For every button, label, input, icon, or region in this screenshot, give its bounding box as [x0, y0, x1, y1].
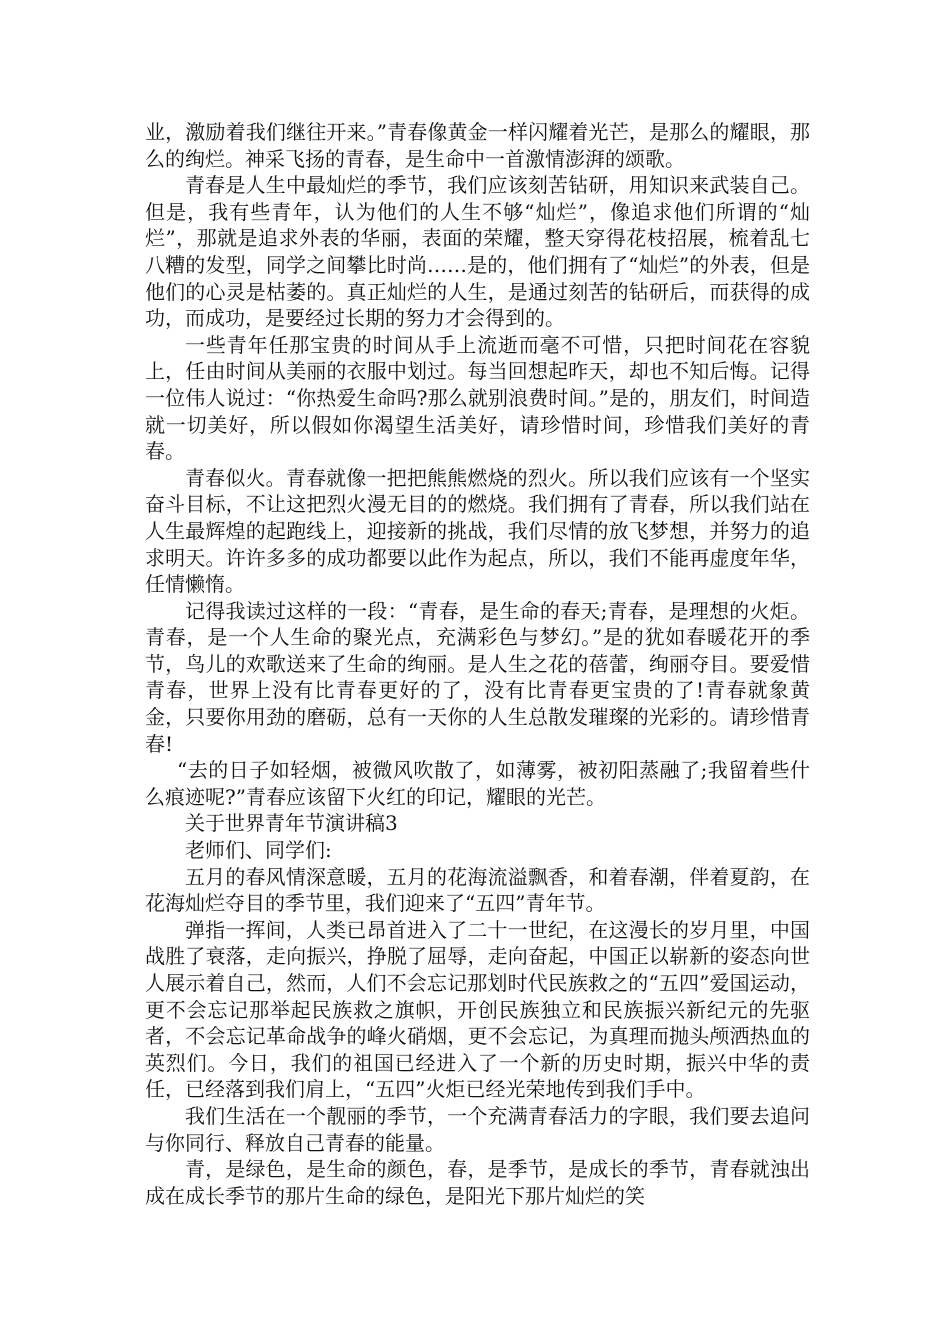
- paragraph-6: “去的日子如轻烟，被微风吹散了，如薄雾，被初阳蒸融了;我留着些什么痕迹呢?”青春应该留下火红的印记，耀眼的光芒。: [145, 758, 810, 809]
- paragraph-2: 青春是人生中最灿烂的季节，我们应该刻苦钻研，用知识来武装自己。但是，我有些青年，认为他们的人生不够“灿烂”，像追求他们所谓的“灿烂”，那就是追求外表的华丽，表面的荣耀，整天穿得花枝招展，梳着乱七八糟的发型，同学之间攀比时尚……是的，他们拥有了“灿烂”的外表，但是他们的心灵是枯萎的。真正灿烂的人生，是通过刻苦的钻研后，而获得的成功，而成功，是要经过长期的努力才会得到的。: [145, 173, 810, 331]
- paragraph-10: 弹指一挥间，人类已昂首进入了二十一世纪，在这漫长的岁月里，中国战胜了衰落，走向振兴，挣脱了屈辱，走向奋起，中国正以崭新的姿态向世人展示着自己，然而，人们不会忘记那划时代民族救之的“五四”爱国运动，更不会忘记那举起民族救之旗帜，开创民族独立和民族振兴新纪元的先驱者，不会忘记革命战争的峰火硝烟，更不会忘记，为真理而抛头颅洒热血的英烈们。今日，我们的祖国已经进入了一个新的历史时期，振兴中华的责任，已经落到我们肩上，“五四”火炬已经光荣地传到我们手中。: [145, 917, 810, 1102]
- paragraph-9: 五月的春风情深意暖，五月的花海流溢飘香，和着春潮，伴着夏韵，在花海灿烂夺目的季节里，我们迎来了“五四”青年节。: [145, 864, 810, 916]
- paragraph-11: 我们生活在一个靓丽的季节，一个充满青春活力的字眼，我们要去追问与你同行、释放自己青春的能量。: [145, 1103, 810, 1155]
- salutation: 老师们、同学们:: [185, 838, 332, 863]
- paragraph-5: 记得我读过这样的一段：“青春，是生命的春天;青春，是理想的火炬。青春，是一个人生命的聚光点，充满彩色与梦幻。”是的犹如春暖花开的季节，鸟儿的欢歌送来了生命的绚丽。是人生之花的蓓蕾，绚丽夺目。要爱惜青春，世界上没有比青春更好的了，没有比青春更宝贵的了!青春就象黄金，只要你用劲的磨砺，总有一天你的人生总散发璀璨的光彩的。请珍惜青春!: [145, 598, 810, 756]
- paragraph-4: 青春似火。青春就像一把把熊熊燃烧的烈火。所以我们应该有一个坚实奋斗目标，不让这把烈火漫无目的的燃烧。我们拥有了青春，所以我们站在人生最辉煌的起跑线上，迎接新的挑战，我们尽情的放飞梦想，并努力的追求明天。许许多多的成功都要以此作为起点，所以，我们不能再虚度年华，任情懒惰。: [145, 465, 810, 597]
- paragraph-1: 业，激励着我们继往开来。”青春像黄金一样闪耀着光芒，是那么的耀眼，那么的绚烂。神采飞扬的青春，是生命中一首激情澎湃的颂歌。: [145, 120, 810, 171]
- section-heading: 关于世界青年节演讲稿3: [185, 811, 398, 836]
- paragraph-12: 青，是绿色，是生命的颜色，春，是季节，是成长的季节，青春就浊出成在成长季节的那片生命的绿色，是阳光下那片灿烂的笑: [145, 1157, 810, 1208]
- paragraph-3: 一些青年任那宝贵的时间从手上流逝而毫不可惜，只把时间花在容貌上，任由时间从美丽的衣服中划过。每当回想起昨天，却也不知后悔。记得一位伟人说过：“你热爱生命吗?那么就别浪费时间。”是的，朋友们，时间造就一切美好，所以假如你渴望生活美好，请珍惜时间，珍惜我们美好的青春。: [145, 332, 810, 464]
- document-page: [145, 119, 810, 1209]
